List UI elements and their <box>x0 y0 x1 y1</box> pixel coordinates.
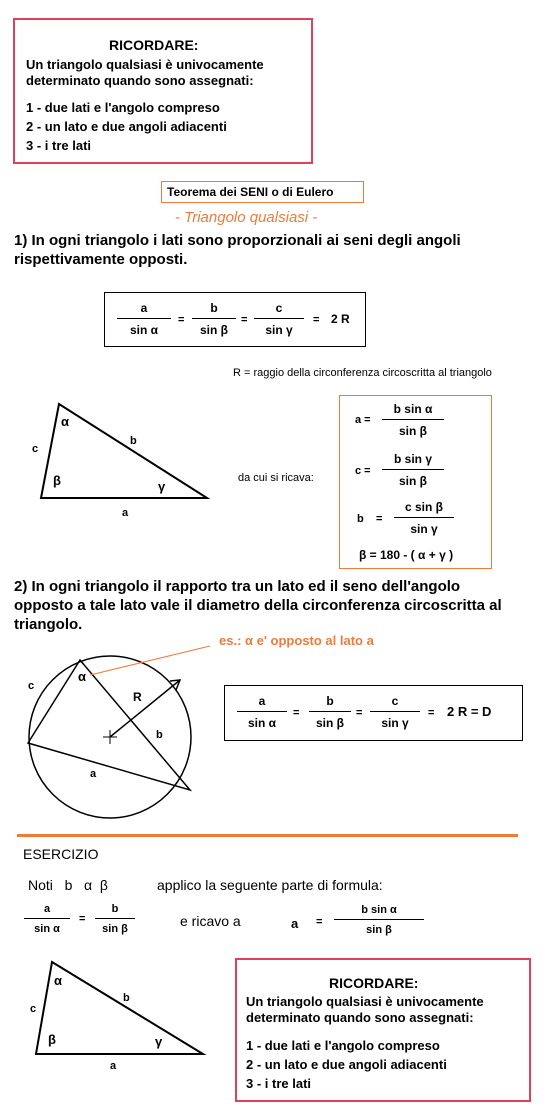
label-beta: β <box>53 473 61 488</box>
exercise-result-label: a <box>291 916 299 931</box>
fraction-c-over-sin-gamma <box>370 694 420 730</box>
formula-result: 2 R = D <box>447 704 492 719</box>
remember-item: 3 - i tre lati <box>246 1076 312 1091</box>
label-a: a <box>90 768 97 780</box>
equals-sign: = <box>293 707 300 719</box>
triangle-diagram-1 <box>0 395 230 525</box>
denominator: sin β <box>102 923 128 935</box>
numerator: b sin γ <box>393 452 432 466</box>
label-gamma: γ <box>158 479 166 494</box>
denominator: sin β <box>200 323 228 337</box>
remember-item: 2 - un lato e due angoli adiacenti <box>26 119 227 134</box>
label-b: b <box>156 729 163 741</box>
statement-1-line-2: rispettivamente opposti. <box>14 251 188 268</box>
denominator: sin β <box>399 474 427 488</box>
theorem-title <box>161 181 364 203</box>
equals-sign: = <box>356 707 363 719</box>
fraction-a <box>382 402 444 438</box>
fraction-b-over-sin-beta <box>309 694 351 730</box>
remember-item: 1 - due lati e l'angolo compreso <box>246 1038 440 1053</box>
exercise-result-fraction <box>334 904 424 936</box>
exercise-heading: ESERCIZIO <box>23 846 99 862</box>
equals-sign: = <box>376 513 383 525</box>
example-pointer <box>90 646 210 675</box>
label-alpha: α <box>61 414 69 429</box>
denominator: sin γ <box>410 522 438 536</box>
exercise-known: Noti b α β <box>28 877 108 893</box>
a-equals: a = <box>355 414 371 426</box>
equals-sign: = <box>79 913 86 925</box>
denominator: sin γ <box>265 323 293 337</box>
remember-box-bottom <box>235 958 531 1102</box>
exercise-fraction-b <box>95 903 135 935</box>
label-alpha: α <box>78 669 86 684</box>
label-beta: β <box>48 1032 56 1047</box>
section-divider <box>17 834 518 837</box>
fraction-b <box>394 500 454 536</box>
from-which-label: da cui si ricava: <box>238 472 314 484</box>
statement-2-line-1: 2) In ogni triangolo il rapporto tra un lato ed il seno dell'angolo <box>14 578 461 595</box>
remember-item: 2 - un lato e due angoli adiacenti <box>246 1057 447 1072</box>
c-equals: c = <box>355 465 371 477</box>
theorem-title-text: Teorema dei SENI o di Eulero <box>167 185 334 199</box>
exercise-apply-text: applico la seguente parte di formula: <box>157 877 383 893</box>
denominator: sin γ <box>381 716 409 730</box>
remember-item: 3 - i tre lati <box>26 138 92 153</box>
remember-line: determinato quando sono assegnati: <box>246 1010 474 1025</box>
example-note: es.: α e' opposto al lato a <box>219 633 374 648</box>
label-gamma: γ <box>155 1034 163 1049</box>
numerator: b <box>326 694 334 708</box>
remember-line: Un triangolo qualsiasi è univocamente <box>246 994 484 1009</box>
exercise-derive-text: e ricavo a <box>180 913 241 929</box>
numerator: b sin α <box>393 402 433 416</box>
numerator: c <box>391 694 399 708</box>
remember-box-top <box>13 18 313 164</box>
numerator: a <box>43 903 51 915</box>
formula-box-2 <box>224 685 523 741</box>
label-a: a <box>122 507 129 519</box>
formula-box-1 <box>104 292 366 347</box>
formula-result: 2 R <box>331 312 350 326</box>
equals-sign: = <box>178 314 185 326</box>
statement-1-line-1: 1) In ogni triangolo i lati sono proporzionali ai seni degli angoli <box>14 232 461 249</box>
denominator: sin α <box>34 923 60 935</box>
denominator: sin α <box>247 716 277 730</box>
equals-sign: = <box>316 916 323 928</box>
beta-angle-sum: β = 180 - ( α + γ ) <box>359 548 454 562</box>
fraction-a-over-sin-alpha <box>237 694 287 730</box>
label-a: a <box>110 1060 117 1072</box>
label-b: b <box>130 435 137 447</box>
numerator: c sin β <box>404 500 443 514</box>
numerator: b sin α <box>361 904 397 916</box>
fraction-c-over-sin-gamma <box>254 301 304 337</box>
label-R: R <box>133 690 142 704</box>
remember-item: 1 - due lati e l'angolo compreso <box>26 100 220 115</box>
equals-sign: = <box>313 314 320 326</box>
statement-2-line-2: opposto a tale lato vale il diametro della circonferenza circoscritta al <box>14 597 502 614</box>
remember-title: RICORDARE: <box>109 37 199 53</box>
numerator: c <box>275 301 283 315</box>
triangle-diagram-2 <box>0 955 230 1075</box>
remember-line: determinato quando sono assegnati: <box>26 73 254 88</box>
denominator: sin α <box>129 323 159 337</box>
numerator: a <box>140 301 148 315</box>
denominator: sin β <box>399 424 427 438</box>
radius-note: R = raggio della circonferenza circoscritta al triangolo <box>233 367 492 379</box>
statement-2-line-3: triangolo. <box>14 616 83 633</box>
label-c: c <box>30 1003 37 1015</box>
label-alpha: α <box>54 973 62 988</box>
fraction-c <box>382 452 444 488</box>
denominator: sin β <box>316 716 344 730</box>
remember-line: Un triangolo qualsiasi è univocamente <box>26 57 264 72</box>
label-c: c <box>32 443 39 455</box>
derived-formulas-box <box>339 395 492 569</box>
circumscribed-circle-diagram <box>0 640 230 820</box>
remember-title: RICORDARE: <box>329 975 419 991</box>
theorem-subtitle: - Triangolo qualsiasi - <box>175 209 318 226</box>
label-c: c <box>28 680 35 692</box>
numerator: b <box>210 301 218 315</box>
denominator: sin β <box>366 924 392 936</box>
equals-sign: = <box>241 314 248 326</box>
equals-sign: = <box>428 707 435 719</box>
b-label: b <box>357 513 364 525</box>
fraction-a-over-sin-alpha <box>117 301 171 337</box>
numerator: a <box>258 694 266 708</box>
numerator: b <box>111 903 119 915</box>
label-b: b <box>123 992 130 1004</box>
fraction-b-over-sin-beta <box>192 301 236 337</box>
exercise-fraction-a <box>24 903 70 935</box>
